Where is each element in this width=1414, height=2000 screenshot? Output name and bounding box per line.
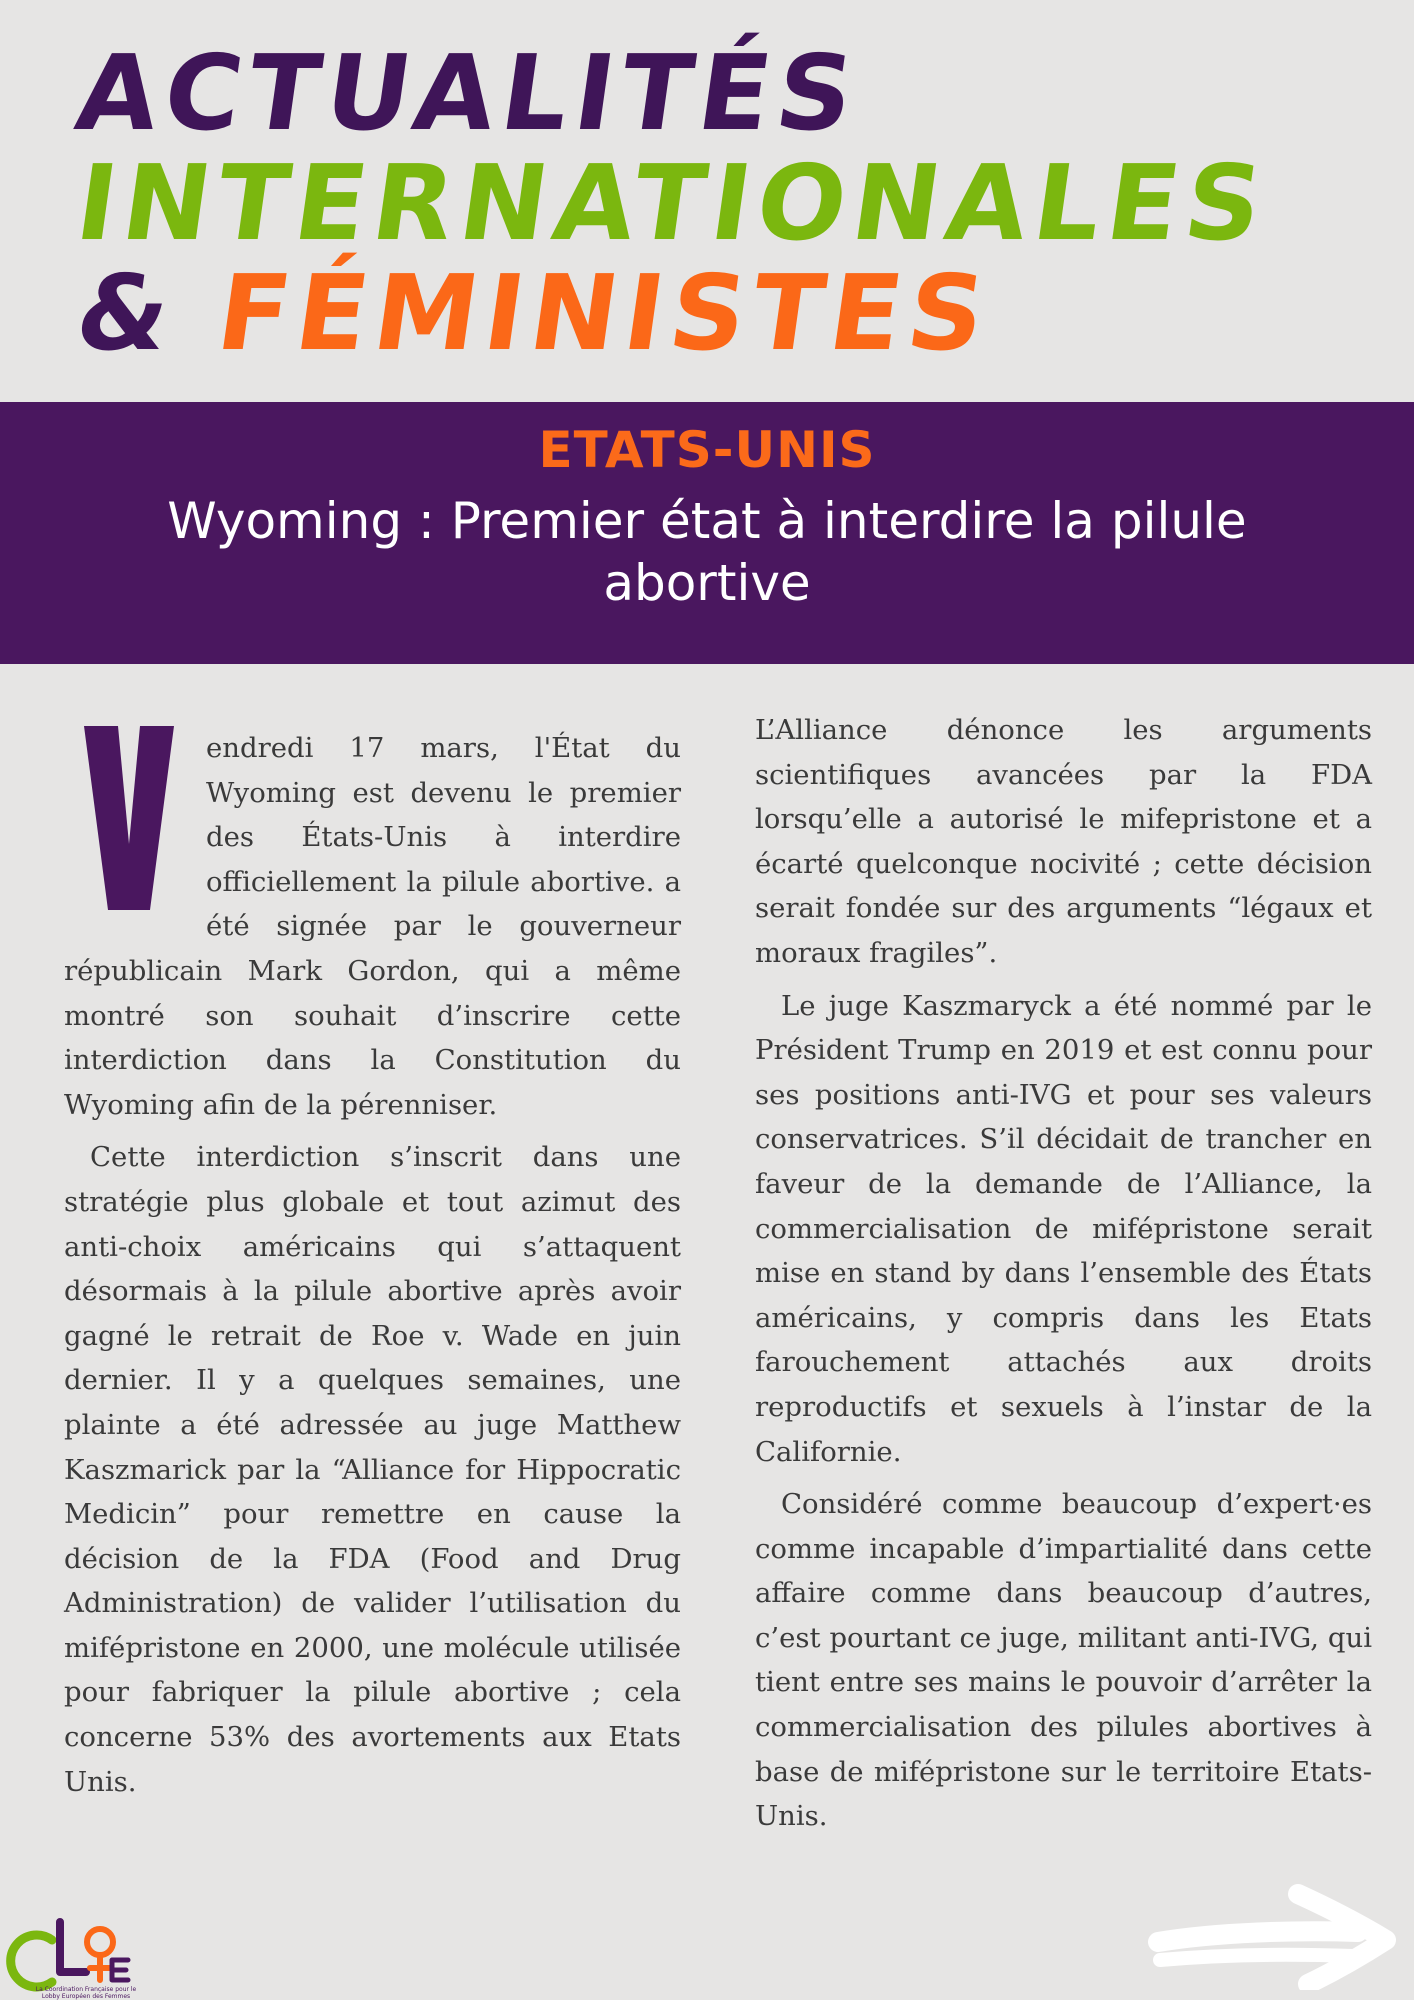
- article-column-right: [755, 708, 1372, 1847]
- paragraph-right-1: L’Alliance dénonce les arguments scientifiques avancées par la FDA lorsqu’elle a autorisé le mifepristone et a écarté quelconque nocivité ; cette décision serait fondée sur des arguments “légaux et moraux fragiles”.: [755, 714, 1372, 969]
- paragraph-right-2: Le juge Kaszmaryck a été nommé par le Président Trump en 2019 et est connu pour ses positions anti-IVG et pour ses valeurs conservatrices. S’il décidait de trancher en faveur de la demande de l’Alliance, la commercialisation de mifépristone serait mise en stand by dans l’ensemble des États américains, y compris dans les Etats farouchement attachés aux droits reproductifs et sexuels à l’instar de la Californie.: [755, 989, 1372, 1468]
- masthead-feministes-word: FÉMINISTES: [210, 252, 1000, 374]
- section-banner: [0, 402, 1414, 664]
- article-column-left: [64, 726, 681, 1812]
- drop-cap: [72, 726, 186, 910]
- masthead-title: [69, 32, 1277, 374]
- masthead-line-actualites: ACTUALITÉS: [69, 32, 868, 154]
- paragraph-left-1: endredi 17 mars, l'État du Wyoming est devenu le premier des États-Unis à interdire officiellement la pilule abortive. a été signée par le gouverneur républicain Mark Gordon, qui a même montré son souhait d’inscrire cette interdiction dans la Constitution du Wyoming afin de la pérenniser.: [64, 732, 681, 1121]
- arrow-right-icon[interactable]: [1148, 1880, 1398, 1990]
- masthead-line-internationales: INTERNATIONALES: [69, 142, 1277, 264]
- logo-caption: La Coordination Française pour le Lobby Européen des Femmes: [35, 1986, 137, 2000]
- paragraph-left-2: Cette interdiction s’inscrit dans une stratégie plus globale et tout azimut des anti-choix américains qui s’attaquent désormais à la pilule abortive après avoir gagné le retrait de Roe v. Wade en juin dernier. Il y a quelques semaines, une plainte a été adressée au juge Matthew Kaszmarick par la “Alliance for Hippocratic Medicin” pour remettre en cause la décision de la FDA (Food and Drug Administration) de valider l’utilisation du mifépristone en 2000, une molécule utilisée pour fabriquer la pilule abortive ; cela concerne 53% des avortements aux Etats Unis.: [64, 1141, 681, 1798]
- article-headline: Wyoming : Premier état à interdire la pilule abortive: [167, 492, 1247, 612]
- masthead-line-feministes: [69, 252, 1000, 374]
- country-label: ETATS-UNIS: [538, 421, 876, 479]
- paragraph-right-3: Considéré comme beaucoup d’expert·es comme incapable d’impartialité dans cette affaire comme dans beaucoup d’autres, c’est pourtant ce juge, militant anti-IVG, qui tient entre ses mains le pouvoir d’arrêter la commercialisation des pilules abortives à base de mifépristone sur le territoire Etats-Unis.: [755, 1488, 1372, 1833]
- drop-cap-v-glyph: [84, 726, 174, 910]
- masthead-ampersand: &: [69, 252, 228, 374]
